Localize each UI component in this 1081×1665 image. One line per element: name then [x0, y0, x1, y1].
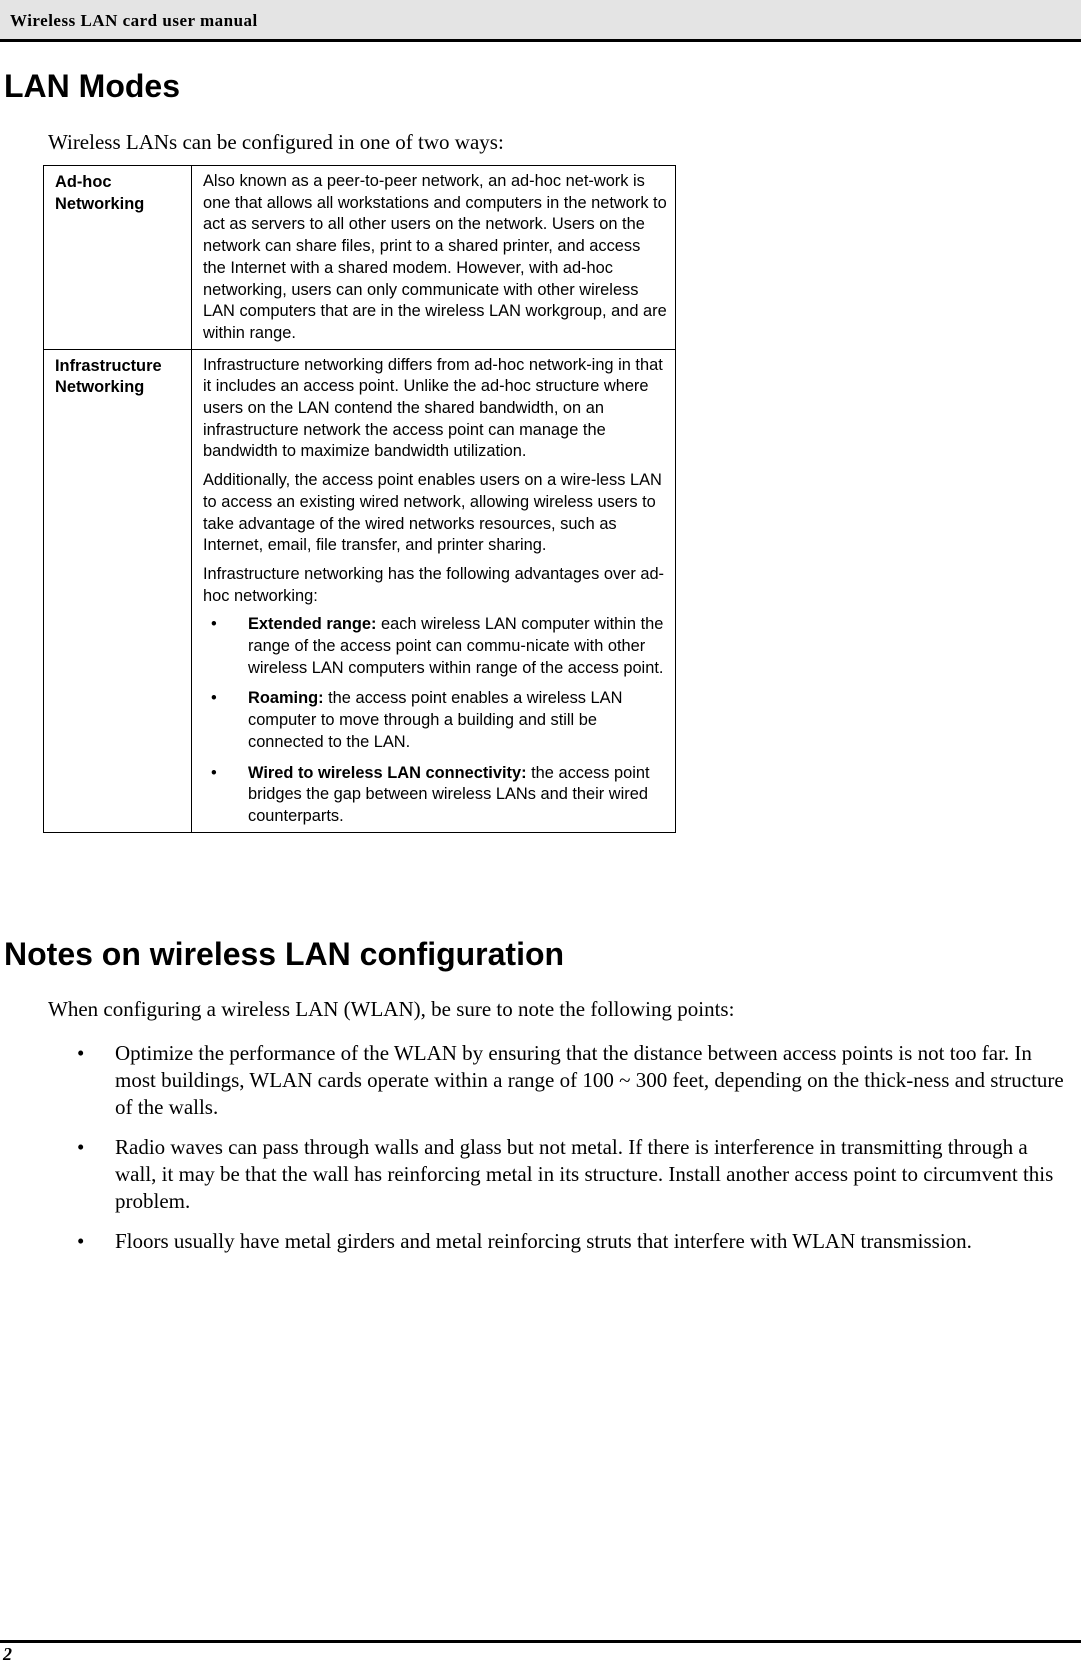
advantage-item: [203, 688, 667, 753]
term-adhoc: Ad-hoc Networking: [44, 166, 192, 350]
lan-modes-table: [43, 165, 676, 833]
desc-adhoc: [192, 166, 676, 350]
bullet-icon: •: [211, 763, 217, 782]
advantage-text: each wireless LAN computer within the range of the access point can commu-nicate with other wireless LAN computers within range of the access point.: [248, 615, 664, 677]
bullet-icon: •: [77, 1041, 85, 1065]
notes-heading: Notes on wireless LAN configuration: [4, 936, 565, 972]
lan-modes-heading: LAN Modes: [4, 68, 180, 104]
note-text: Floors usually have metal girders and metal reinforcing struts that interfere with WLAN transmission.: [115, 1229, 972, 1253]
advantage-text: the access point enables a wireless LAN computer to move through a building and still be connected to the LAN.: [248, 689, 623, 751]
adhoc-paragraph: Also known as a peer-to-peer network, an ad-hoc net-work is one that allows all workstations and computers in the network to act as servers to all other users on the network. Users on the network can share files, print to a shared printer, and access the Internet with a shared modem. However, with ad-hoc networking, users can only communicate with other wireless LAN computers that are in the wireless LAN workgroup, and are within range.: [203, 172, 667, 342]
bullet-icon: •: [211, 615, 217, 634]
running-header: [0, 0, 1081, 42]
advantage-text: the access point bridges the gap between wireless LANs and their wired counterparts.: [248, 763, 650, 825]
advantage-item: [203, 614, 667, 679]
note-text: Radio waves can pass through walls and glass but not metal. If there is interference in transmitting through a wall, it may be that the wall has reinforcing metal in its structure. Install another access point to circumvent this problem.: [115, 1135, 1054, 1213]
page-number: 2: [3, 1644, 12, 1664]
infra-paragraph-3: Infrastructure networking has the following advantages over ad-hoc networking:: [203, 564, 665, 605]
desc-infrastructure: [192, 349, 676, 832]
advantage-label: Roaming:: [248, 689, 324, 708]
manual-title: Wireless LAN card user manual: [10, 11, 258, 30]
table-row-infrastructure: [44, 349, 676, 832]
bullet-icon: •: [77, 1135, 85, 1159]
list-item: [48, 1134, 1068, 1215]
infra-paragraph-1: Infrastructure networking differs from ad-hoc network-ing in that it includes an access point. Unlike the ad-hoc structure where users on the LAN contend the shared bandwidth, on an infrastructure network the access point can manage the bandwidth to maximize bandwidth utilization.: [203, 355, 663, 461]
advantage-item: [203, 763, 667, 828]
advantages-list: [203, 614, 667, 827]
list-item: [48, 1040, 1068, 1121]
notes-list: [48, 1040, 1068, 1268]
table-row-adhoc: [44, 166, 676, 350]
bullet-icon: •: [211, 689, 217, 708]
notes-intro: When configuring a wireless LAN (WLAN), be sure to note the following points:: [48, 997, 735, 1021]
infra-paragraph-2: Additionally, the access point enables users on a wire-less LAN to access an existing wired network, allowing wireless users to take advantage of the wired networks resources, such as Internet, email, file transfer, and printer sharing.: [203, 471, 662, 555]
bullet-icon: •: [77, 1229, 85, 1253]
term-infrastructure: Infrastructure Networking: [44, 349, 192, 832]
list-item: [48, 1228, 1068, 1255]
lan-modes-intro: Wireless LANs can be configured in one of two ways:: [48, 130, 504, 154]
footer-rule: [0, 1640, 1081, 1643]
note-text: Optimize the performance of the WLAN by ensuring that the distance between access points is not too far. In most buildings, WLAN cards operate within a range of 100 ~ 300 feet, depending on the thick-ness and structure of the walls.: [115, 1041, 1064, 1119]
advantage-label: Wired to wireless LAN connectivity:: [248, 763, 527, 782]
advantage-label: Extended range:: [248, 615, 377, 634]
